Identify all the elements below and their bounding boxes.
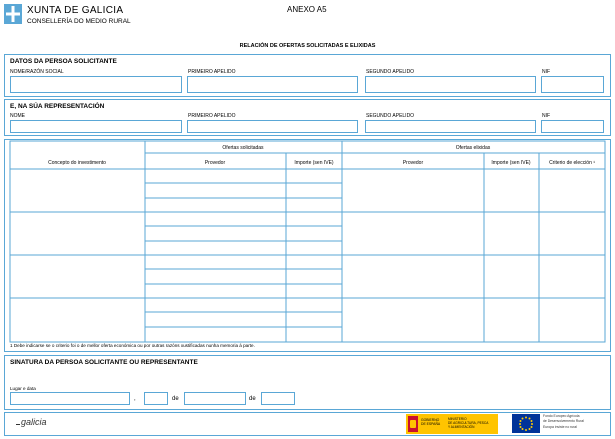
ministry-line-2: DE AGRICULTURA, PESCA — [448, 421, 489, 425]
year-input[interactable] — [261, 392, 295, 405]
applicant-section-title: DATOS DA PERSOA SOLICITANTE — [10, 58, 117, 65]
spain-government-logo — [406, 414, 498, 434]
de-separator-1: de — [172, 396, 179, 402]
eu-fund-label — [543, 414, 584, 430]
applicant-name-label: NOME/RAZÓN SOCIAL — [10, 69, 64, 75]
de-separator-2: de — [249, 396, 256, 402]
representative-nif-label: NIF — [542, 113, 551, 119]
government-label — [421, 418, 440, 426]
place-date-label: Lugar e data — [10, 386, 36, 391]
concept-column-header: Concepto do investimento — [48, 160, 106, 166]
representative-section-title: E, NA SÚA REPRESENTACIÓN — [10, 103, 105, 110]
place-input[interactable] — [10, 392, 130, 405]
requested-provider-header: Provedor — [204, 160, 226, 166]
chosen-amount-header: Importe (sen IVE) — [491, 160, 531, 166]
eu-fund-line-3: Europa inviste no rural — [543, 425, 577, 430]
requested-offers-header: Ofertas solicitadas — [222, 145, 264, 151]
ministry-label — [448, 417, 488, 429]
eu-fund-line-2: de Desenvolvemento Rural — [543, 418, 584, 423]
chosen-provider-header: Provedor — [402, 160, 424, 166]
day-input[interactable] — [144, 392, 168, 405]
galicia-brand-text: galicia — [21, 417, 47, 427]
table-footnote: 1 Debe indicarse se o criterio foi o de mellor oferta económica ou por outras razóns xustificadas nunha memoria á parte. — [10, 343, 255, 348]
document-title: RELACIÓN DE OFERTAS SOLICITADAS E ELIXIDAS — [239, 43, 376, 49]
spain-coat-of-arms-icon — [410, 420, 416, 428]
galicia-brand-mark — [16, 417, 20, 425]
department-name: CONSELLERÍA DO MEDIO RURAL — [27, 18, 131, 25]
representative-name-label: NOME — [10, 113, 25, 119]
criterion-header: Criterio de elección ¹ — [549, 160, 595, 166]
representative-second-surname-label: SEGUNDO APELIDO — [366, 113, 415, 119]
eu-fund-line-1: Fondo Europeo Agrícola — [543, 414, 580, 418]
applicant-nif-label: NIF — [542, 69, 551, 75]
ministry-line-3: Y ALIMENTACIÓN — [448, 425, 475, 429]
chosen-offers-header: Ofertas elixidas — [455, 145, 491, 151]
government-line-1: GOBIERNO — [421, 418, 440, 422]
government-line-2: DE ESPAÑA — [421, 422, 441, 426]
org-name: XUNTA DE GALICIA — [27, 5, 124, 16]
annex-label: ANEXO A5 — [287, 5, 327, 14]
month-input[interactable] — [184, 392, 246, 405]
eu-flag-icon — [512, 414, 540, 433]
representative-first-surname-label: PRIMEIRO APELIDO — [188, 113, 236, 119]
galicia-brand — [16, 417, 47, 427]
comma-separator: , — [134, 396, 136, 402]
applicant-first-surname-label: PRIMEIRO APELIDO — [188, 69, 236, 75]
signature-section-title: SINATURA DA PERSOA SOLICITANTE OU REPRESENTANTE — [10, 359, 198, 366]
requested-amount-header: Importe (sen IVE) — [294, 160, 334, 166]
applicant-second-surname-label: SEGUNDO APELIDO — [366, 69, 415, 75]
ministry-line-1: MINISTERIO — [448, 417, 467, 421]
